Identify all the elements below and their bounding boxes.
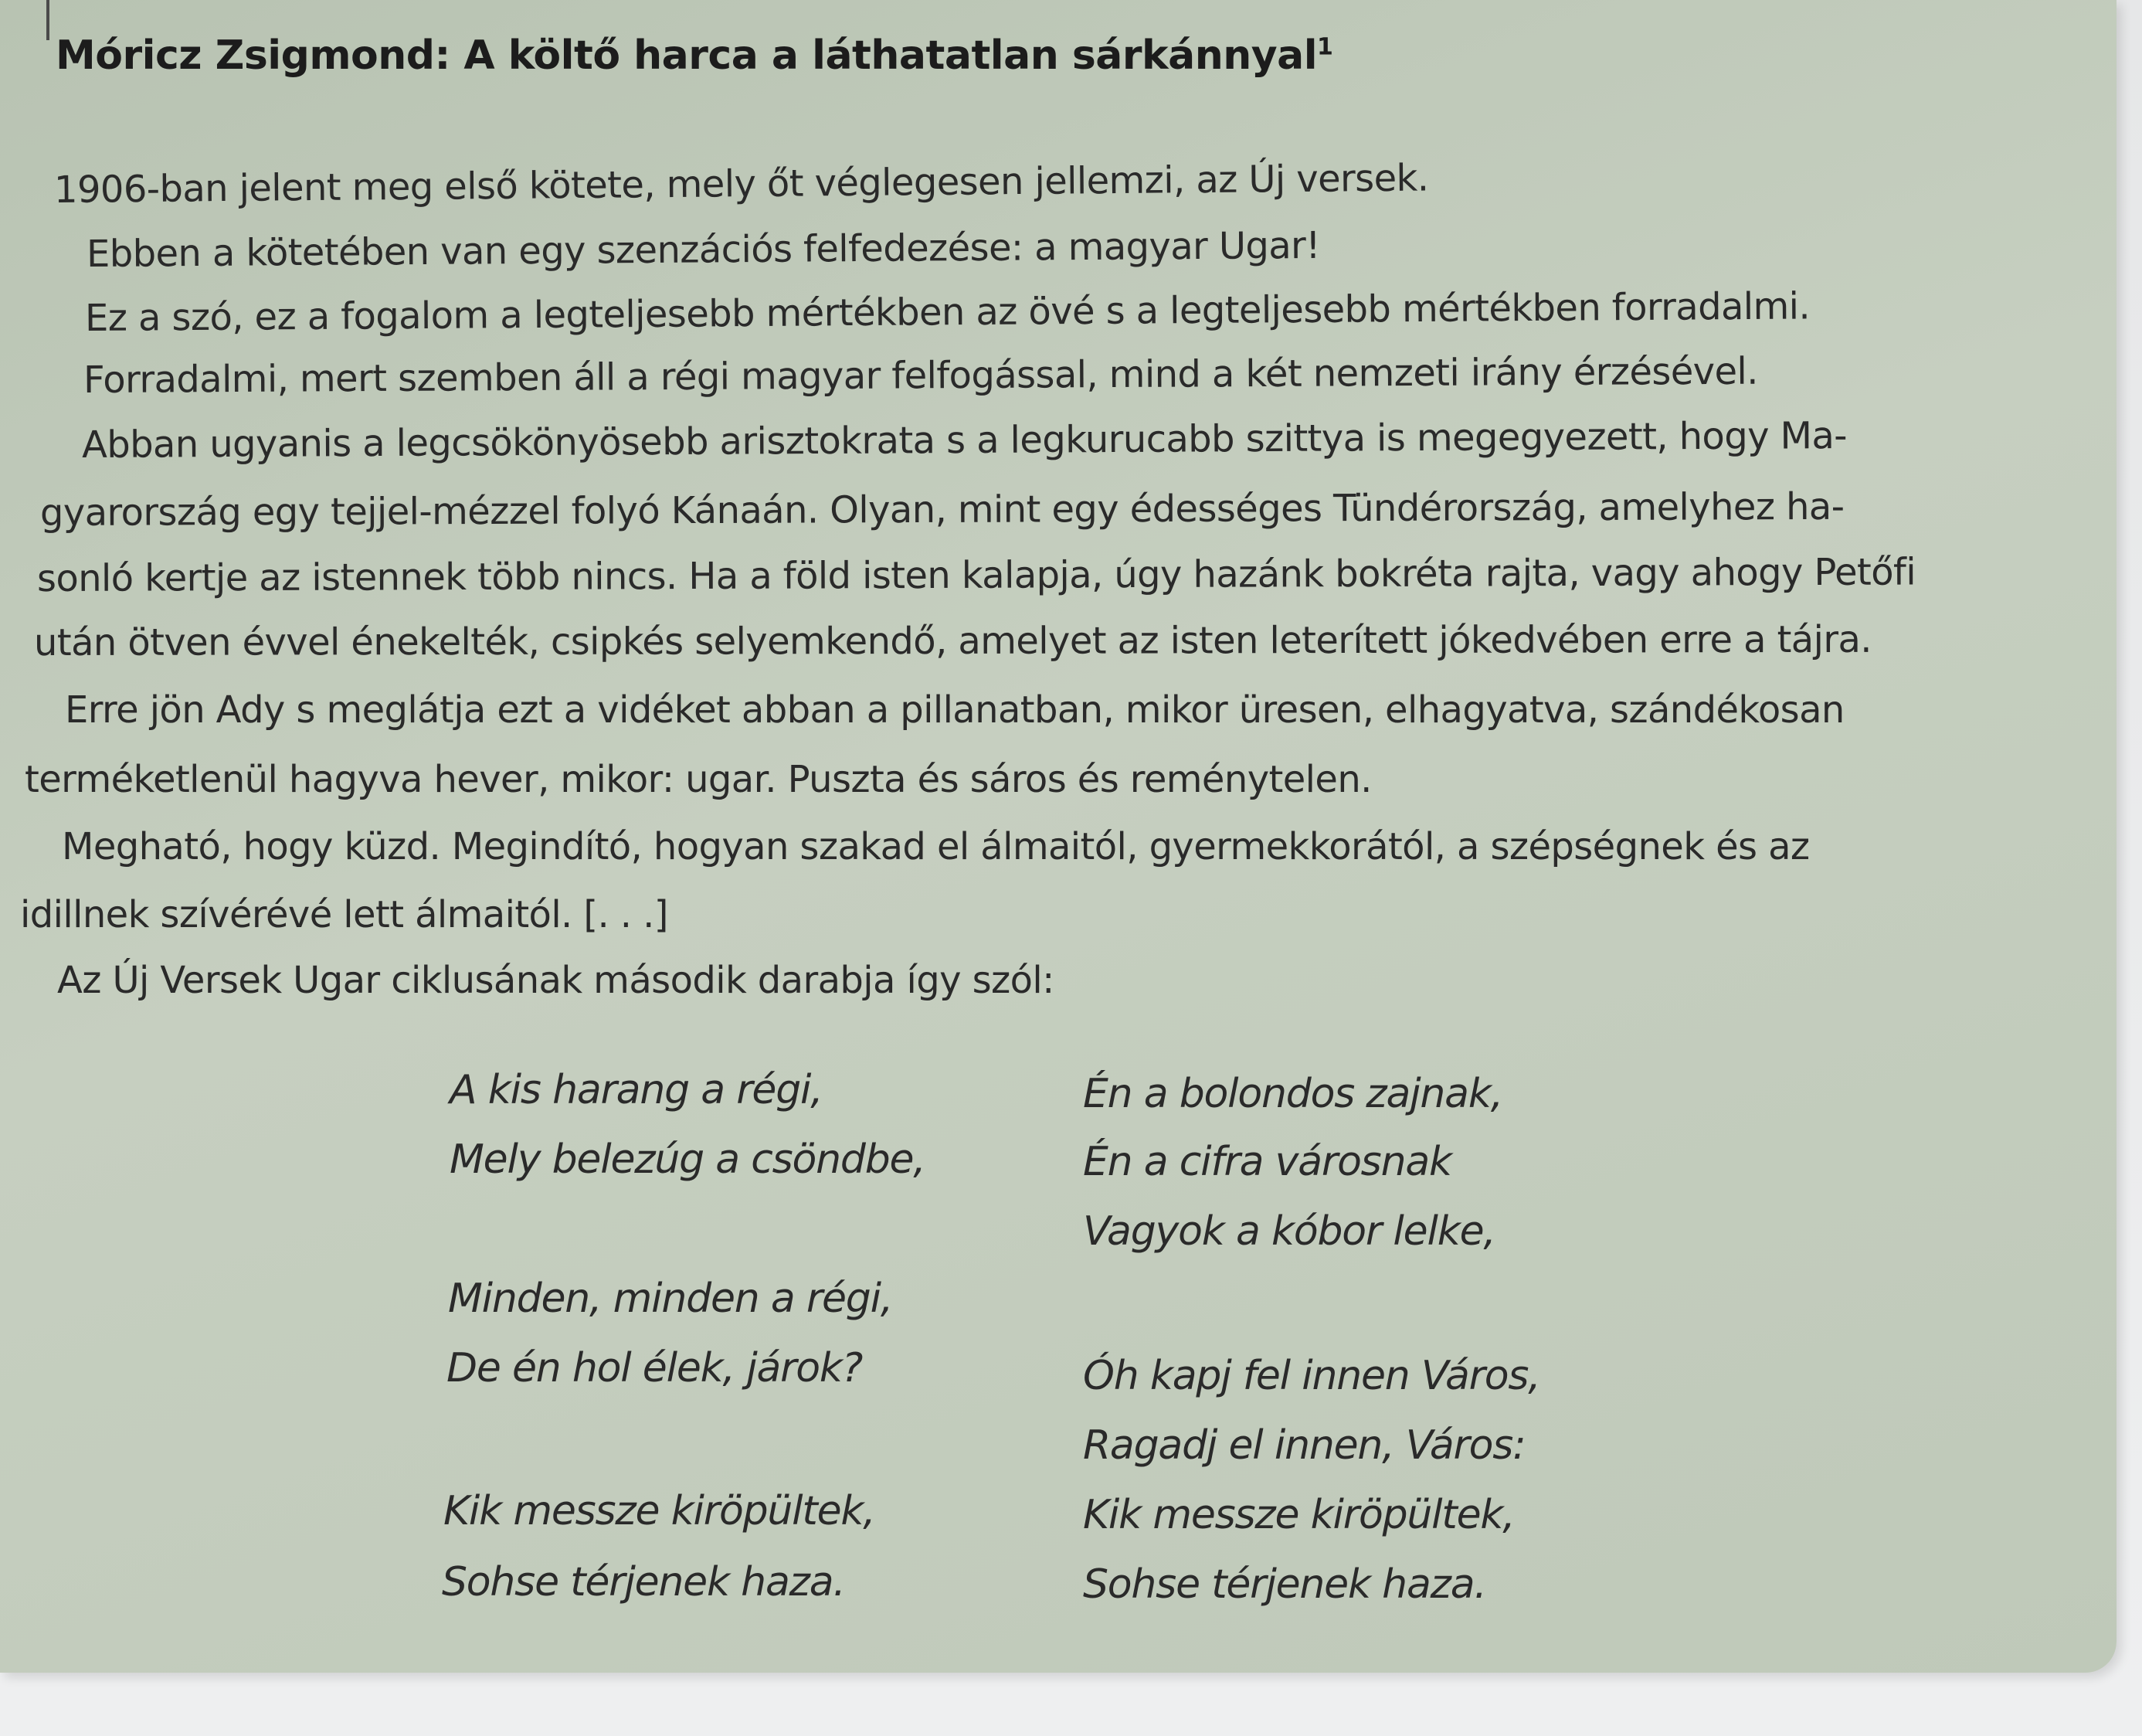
prose-line: Ebben a kötetében van egy szenzációs felfedezése: a magyar Ugar! [86,223,1321,276]
prose-line: 1906-ban jelent meg első kötete, mely őt véglegesen jellemzi, az Új versek. [53,156,1429,212]
prose-line: Megható, hogy küzd. Megindító, hogyan szakad el álmaitól, gyermekkorától, a szépségnek és az [62,825,1810,868]
prose-line: Az Új Versek Ugar ciklusának második darabja így szól: [57,959,1054,1002]
poem-line-right: Vagyok a kóbor lelke, [1083,1208,1495,1255]
prose-line: terméketlenül hagyva hever, mikor: ugar. Puszta és sáros és reménytelen. [25,758,1372,801]
prose-line: Ez a szó, ez a fogalom a legteljesebb mértékben az övé s a legteljesebb mértékben forradalmi. [84,284,1811,340]
prose-line: Erre jön Ady s meglátja ezt a vidéket abban a pillanatban, mikor üresen, elhagyatva, szándékosan [65,688,1845,732]
poem-line-right: Sohse térjenek haza. [1083,1561,1486,1608]
prose-line: gyarország egy tejjel-mézzel folyó Kánaán. Olyan, mint egy édességes Tündérország, amelyhez ha- [39,484,1845,535]
poem-line-left: Kik messze kiröpültek, [443,1488,875,1534]
prose-line: sonló kertje az istennek több nincs. Ha a föld isten kalapja, úgy hazánk bokréta rajta, vagy ahogy Petőfi [36,550,1916,600]
poem-line-right: Óh kapj fel innen Város, [1083,1353,1540,1399]
title-text: Móricz Zsigmond: A költő harca a láthatatlan sárkánnyal [56,32,1318,79]
poem-line-right: Kik messze kiröpültek, [1083,1492,1515,1538]
poem-line-right: Én a bolondos zajnak, [1083,1071,1503,1117]
poem-line-left: Mely belezúg a csöndbe, [450,1136,925,1183]
poem-line-left: Sohse térjenek haza. [442,1559,845,1605]
page-edge-mark [46,0,49,40]
poem-line-left: Minden, minden a régi, [448,1276,893,1322]
prose-line: Forradalmi, mert szemben áll a régi magyar felfogással, mind a két nemzeti irány érzésével. [83,349,1758,402]
article-title [56,32,1332,79]
title-footnote-marker: 1 [1317,33,1333,61]
poem-line-right: Ragadj el innen, Város: [1083,1422,1526,1469]
prose-line: után ötven évvel énekelték, csipkés selyemkendő, amelyet az isten leterített jókedvében erre a tájra. [33,617,1872,664]
poem-line-left: A kis harang a régi, [450,1067,823,1113]
prose-line: Abban ugyanis a legcsökönyösebb arisztokrata s a legkurucabb szittya is megegyezett, hogy Ma- [81,414,1848,467]
poem-line-right: Én a cifra városnak [1083,1139,1451,1185]
prose-line: idillnek szívérévé lett álmaitól. [. . .] [20,893,668,936]
poem-line-left: De én hol élek, járok? [446,1345,863,1391]
